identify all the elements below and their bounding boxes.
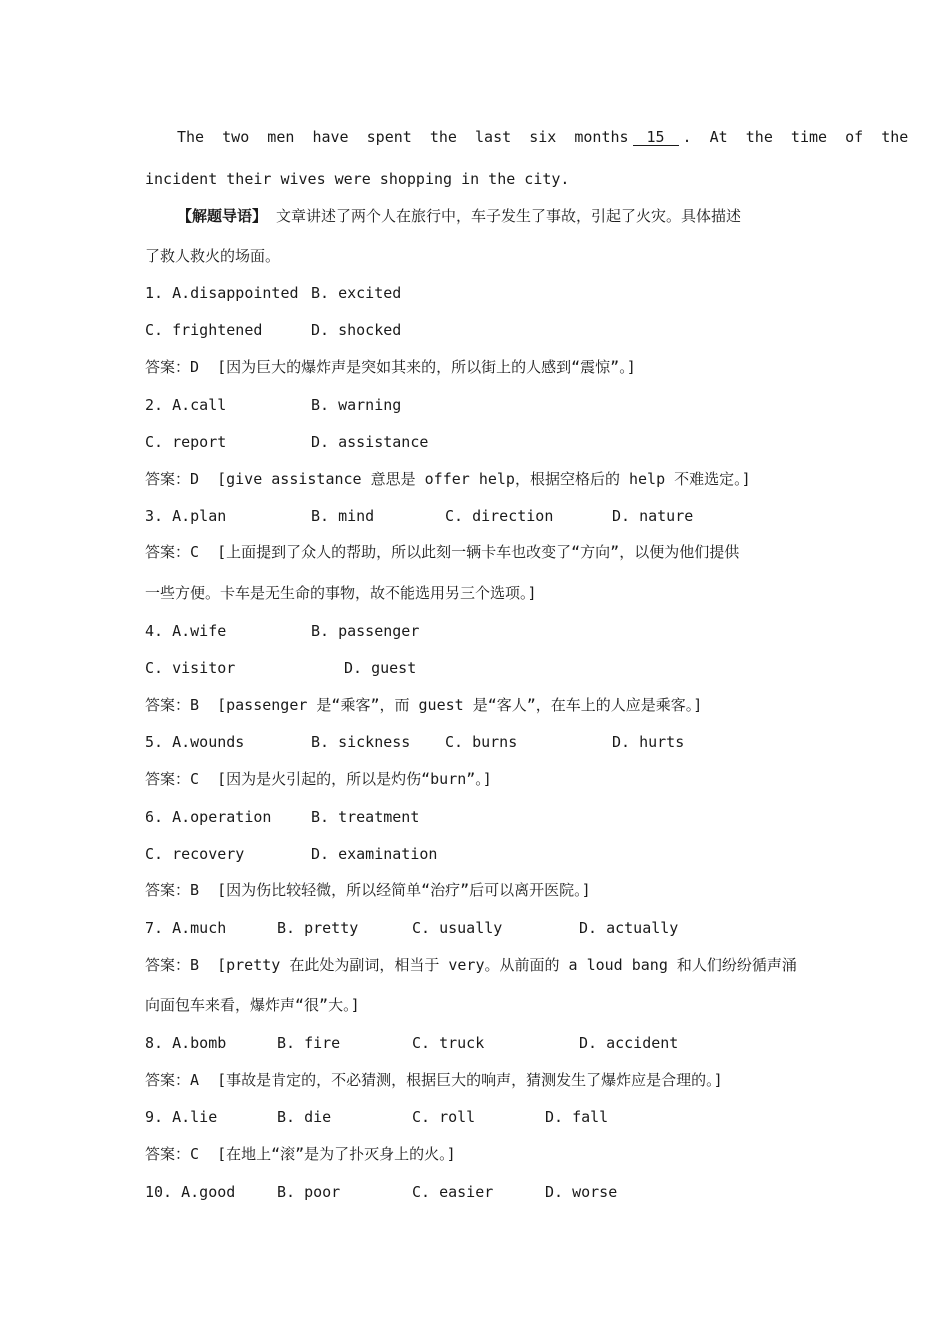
q6-option-b: B. treatment — [311, 808, 420, 826]
q5-option-d: D. hurts — [612, 733, 685, 751]
q8-option-a: 8. A.bomb — [145, 1034, 227, 1052]
q5-option-a: 5. A.wounds — [145, 733, 245, 751]
q4-option-b: B. passenger — [311, 622, 420, 640]
q7-option-a: 7. A.much — [145, 919, 227, 937]
q10-option-b: B. poor — [277, 1183, 341, 1201]
q7-answer-2: 向面包车来看，爆炸声“很”大。] — [145, 996, 360, 1014]
intro-line-2: incident their wives were shopping in the city. — [145, 170, 570, 188]
q3-option-d: D. nature — [612, 507, 694, 525]
q2-option-d: D. assistance — [311, 433, 429, 451]
q8-option-d: D. accident — [579, 1034, 679, 1052]
q4-option-a: 4. A.wife — [145, 622, 227, 640]
q8-option-c: C. truck — [412, 1034, 485, 1052]
q3-option-a: 3. A.plan — [145, 507, 227, 525]
q2-option-a: 2. A.call — [145, 396, 227, 414]
q3-answer-1: 答案：C [上面提到了众人的帮助，所以此刻一辆卡车也改变了“方向”，以便为他们提供 — [145, 543, 740, 561]
q7-answer-1: 答案：B [pretty 在此处为副词，相当于 very。从前面的 a loud bang 和人们纷纷循声涌 — [145, 956, 797, 974]
q1-option-d: D. shocked — [311, 321, 402, 339]
guide-text-1: 文章讲述了两个人在旅行中，车子发生了事故，引起了火灾。具体描述 — [267, 207, 742, 225]
q10-option-c: C. easier — [412, 1183, 494, 1201]
q4-answer: 答案：B [passenger 是“乘客”，而 guest 是“客人”，在车上的人应是乘客。] — [145, 696, 703, 714]
q6-option-c: C. recovery — [145, 845, 245, 863]
q5-option-b: B. sickness — [311, 733, 411, 751]
q7-option-c: C. usually — [412, 919, 503, 937]
q6-answer: 答案：B [因为伤比较轻微，所以经简单“治疗”后可以离开医院。] — [145, 881, 591, 899]
guide-line-1 — [177, 206, 741, 226]
intro-line-1 — [177, 127, 908, 147]
q9-answer: 答案：C [在地上“滚”是为了扑灭身上的火。] — [145, 1145, 456, 1163]
q9-option-d: D. fall — [545, 1108, 609, 1126]
guide-line-2: 了救人救火的场面。 — [145, 247, 281, 265]
blank-15: 15 — [633, 129, 679, 146]
q3-option-b: B. mind — [311, 507, 375, 525]
q2-option-c: C. report — [145, 433, 227, 451]
q5-answer: 答案：C [因为是火引起的，所以是灼伤“burn”。] — [145, 770, 492, 788]
q2-answer: 答案：D [give assistance 意思是 offer help，根据空格后的 help 不难选定。] — [145, 470, 751, 488]
q6-option-a: 6. A.operation — [145, 808, 272, 826]
q9-option-a: 9. A.lie — [145, 1108, 218, 1126]
guide-label: 【解题导语】 — [177, 207, 268, 225]
q6-option-d: D. examination — [311, 845, 438, 863]
q1-answer: 答案：D [因为巨大的爆炸声是突如其来的，所以街上的人感到“震惊”。] — [145, 358, 636, 376]
q1-option-c: C. frightened — [145, 321, 263, 339]
q1-option-a: 1. A.disappointed — [145, 284, 299, 302]
q10-option-d: D. worse — [545, 1183, 618, 1201]
q1-option-b: B. excited — [311, 284, 402, 302]
q9-option-b: B. die — [277, 1108, 332, 1126]
q4-option-c: C. visitor — [145, 659, 236, 677]
q5-option-c: C. burns — [445, 733, 518, 751]
intro-text-1: The two men have spent the last six months — [177, 128, 629, 146]
q3-option-c: C. direction — [445, 507, 554, 525]
q10-option-a: 10. A.good — [145, 1183, 236, 1201]
q4-option-d: D. guest — [344, 659, 417, 677]
q8-option-b: B. fire — [277, 1034, 341, 1052]
q2-option-b: B. warning — [311, 396, 402, 414]
q3-answer-2: 一些方便。卡车是无生命的事物，故不能选用另三个选项。] — [145, 584, 537, 602]
intro-text-2: . At the time of the — [682, 128, 909, 146]
q7-option-d: D. actually — [579, 919, 679, 937]
q7-option-b: B. pretty — [277, 919, 359, 937]
q8-answer: 答案：A [事故是肯定的，不必猜测，根据巨大的响声，猜测发生了爆炸应是合理的。] — [145, 1071, 723, 1089]
q9-option-c: C. roll — [412, 1108, 476, 1126]
